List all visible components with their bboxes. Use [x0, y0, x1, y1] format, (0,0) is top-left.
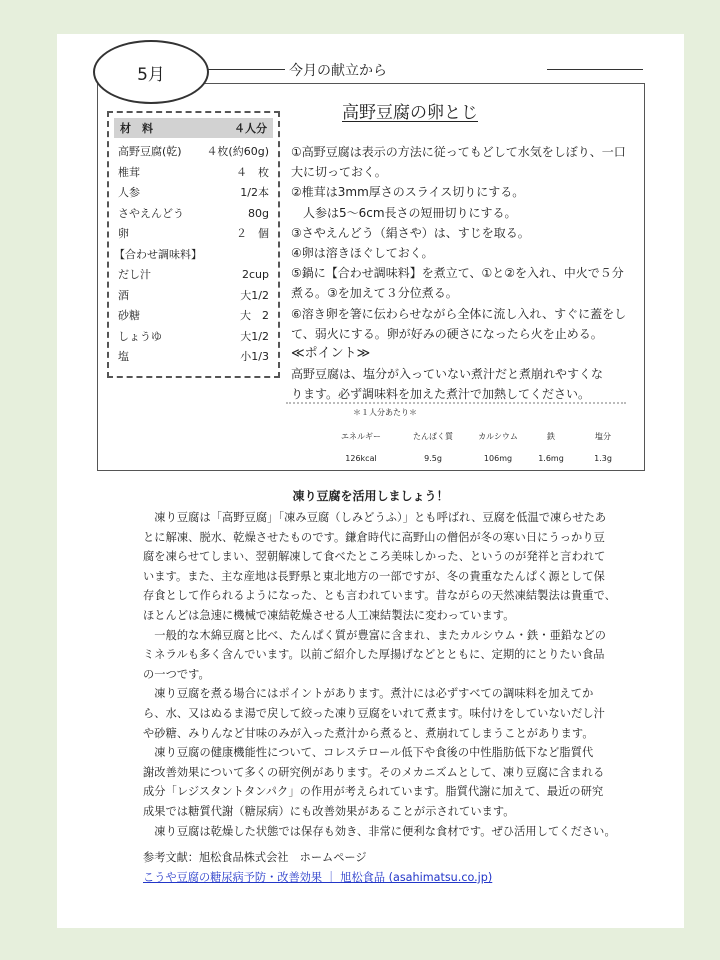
seasoning-row — [114, 286, 273, 307]
ingredient-row — [114, 204, 273, 225]
nutrition-value: 1.3g — [594, 454, 612, 463]
reference-label: 参考文献：旭松食品株式会社 ホームページ — [143, 851, 367, 864]
nutrition-label: 鉄 — [547, 432, 555, 441]
recipe-steps — [291, 142, 631, 405]
article-line: 一般的な木綿豆腐と比べ、たんぱく質が豊富に含まれ、またカルシウム・鉄・亜鉛などの — [143, 628, 607, 642]
seasoning-name: 酒 — [118, 288, 129, 302]
article-line: や砂糖、みりんなど甘味のみが入った煮汁から煮ると、煮崩れてしまうことがあります。 — [143, 726, 594, 740]
seasoning-row — [114, 327, 273, 348]
nutrition-divider — [286, 402, 626, 404]
ingredient-name: 椎茸 — [118, 165, 140, 179]
article-line: 凍り豆腐を煮る場合にはポイントがあります。煮汁には必ずすべての調味料を加えてか — [143, 687, 594, 701]
ingredient-row — [114, 224, 273, 245]
seasoning-amount: 大1/2 — [240, 288, 269, 302]
ingredient-amount: 1/2本 — [240, 186, 269, 199]
nutrition-value: 126kcal — [345, 454, 377, 463]
ingredient-name: 卵 — [118, 227, 129, 240]
article-line: ほとんどは急速に機械で凍結乾燥させる人工凍結製法に変わっています。 — [143, 608, 515, 622]
nutrition-label: エネルギー — [341, 432, 381, 441]
seasoning-amount: 2cup — [241, 268, 269, 281]
nutrition-value: 1.6mg — [538, 454, 564, 463]
ingredient-amount: ４ 枚 — [236, 165, 269, 179]
ingredients-header-servings: ４人分 — [234, 122, 267, 135]
seasoning-name: しょうゆ — [118, 329, 162, 343]
ingredient-amount: ４枚(約60g) — [206, 145, 269, 158]
step-line: 煮る。③を加えて３分位煮る。 — [291, 286, 458, 301]
step-line: ②椎茸は3mm厚さのスライス切りにする。 — [291, 185, 525, 200]
article-line: ら、水、又はぬるま湯で戻して絞った凍り豆腐をいれて煮ます。味付けをしていないだし汁 — [143, 706, 605, 720]
step-line: て、弱火にする。卵が好みの硬さになったら火を止める。 — [291, 326, 603, 341]
ingredient-row — [114, 163, 273, 184]
ingredient-name: さやえんどう — [118, 206, 184, 220]
article-line: 凍り豆腐は乾燥した状態では保存も効き、非常に便利な食材です。ぜひ活用してください。 — [143, 824, 616, 838]
header-rule-right — [547, 69, 643, 70]
article-line: 成果では糖質代謝（糖尿病）にも改善効果があることが示されています。 — [143, 804, 515, 818]
ingredient-amount: 80g — [248, 206, 269, 220]
article-line: います。また、主な産地は長野県と東北地方の一部ですが、冬の貴重なたんぱく源として保 — [143, 569, 605, 583]
step-line: ⑤鍋に【合わせ調味料】を煮立て、①と②を入れ、中火で５分 — [291, 266, 624, 281]
ingredients-list — [107, 111, 280, 378]
header-rule-left — [205, 69, 285, 70]
ingredient-row — [114, 142, 273, 163]
article-line: とに解凍、脱水、乾燥させたものです。鎌倉時代に高野山の僧侶が冬の寒い日にうっかり豆 — [143, 530, 605, 544]
article-line: 凍り豆腐の健康機能性について、コレステロール低下や食後の中性脂肪低下など脂質代 — [143, 746, 594, 760]
ingredients-header — [114, 118, 273, 138]
nutrition-label: カルシウム — [478, 432, 518, 441]
nutrition-label: たんぱく質 — [413, 432, 453, 441]
article-line: 成分「レジスタントタンパク」の作用が考えられています。脂質代謝に加えて、最近の研究 — [143, 785, 604, 799]
document-page — [57, 34, 684, 928]
seasoning-row — [114, 347, 273, 368]
ingredients-header-name: 材 料 — [120, 122, 153, 135]
ingredient-amount: ２ 個 — [236, 227, 269, 240]
article-title: 凍り豆腐を活用しましょう！ — [292, 489, 449, 503]
seasoning-amount: 大1/2 — [240, 329, 269, 343]
header-label: 今月の献立から — [285, 60, 391, 80]
seasoning-amount: 大 2 — [240, 309, 269, 322]
month-badge: 5月 — [93, 40, 209, 104]
seasoning-row — [114, 265, 273, 286]
point-heading: ≪ポイント≫ — [291, 346, 371, 362]
article-line: 凍り豆腐は「高野豆腐」「凍み豆腐（しみどうふ）」とも呼ばれ、豆腐を低温で凍らせたあ — [143, 511, 607, 524]
seasoning-name: だし汁 — [118, 268, 151, 281]
seasoning-amount: 小1/3 — [240, 350, 269, 363]
article-body — [143, 508, 623, 841]
nutrition-value: 106mg — [483, 454, 513, 463]
article-line: ミネラルも多く含んでいます。以前ご紹介した厚揚げなどとともに、定期的にとりたい食品 — [143, 648, 605, 662]
step-line: 人参は5～6cm長さの短冊切りにする。 — [291, 205, 517, 220]
ingredient-name: 人参 — [118, 186, 140, 199]
recipe-title: 高野豆腐の卵とじ — [342, 103, 478, 123]
seasoning-section-label: 【合わせ調味料】 — [114, 247, 202, 261]
seasoning-name: 砂糖 — [118, 309, 140, 322]
article-line: 腐を凍らせてしまい、翌朝解凍して食べたところ美味しかった、というのが発祥と言われて — [143, 550, 606, 564]
step-line: ①高野豆腐は表示の方法に従ってもどして水気をしぼり、一口 — [291, 145, 626, 159]
step-line: 大に切っておく。 — [291, 165, 387, 180]
step-line: ④卵は溶きほぐしておく。 — [291, 246, 434, 261]
step-line: ⑥溶き卵を箸に伝わらせながら全体に流し入れ、すぐに蓋をし — [291, 306, 627, 321]
seasoning-row — [114, 306, 273, 327]
ingredient-name: 高野豆腐(乾) — [118, 145, 182, 158]
nutrition-label: 塩分 — [595, 432, 611, 441]
article-line: 謝改善効果について多くの研究例があります。そのメカニズムとして、凍り豆腐に含まれる — [143, 765, 605, 779]
point-line: ります。必ず調味料を加えた煮汁で加熱してください。 — [291, 387, 591, 402]
nutrition-value: 9.5g — [424, 454, 442, 463]
reference-link[interactable]: こうや豆腐の糖尿病予防・改善効果 ｜ 旭松食品 (asahimatsu.co.jp) — [143, 871, 493, 884]
article-line: の一つです。 — [143, 667, 210, 681]
nutrition-heading: ＊１人分あたり＊ — [353, 408, 417, 417]
article-line: 存食として作られるようになった、とも言われています。昔ながらの天然凍結製法は貴重で、 — [143, 589, 616, 603]
ingredient-row — [114, 183, 273, 204]
step-line: ③さやえんどう（絹さや）は、すじを取る。 — [291, 225, 530, 240]
seasoning-name: 塩 — [118, 350, 129, 363]
recipe-box — [97, 83, 645, 471]
point-line: 高野豆腐は、塩分が入っていない煮汁だと煮崩れやすくな — [291, 367, 604, 382]
